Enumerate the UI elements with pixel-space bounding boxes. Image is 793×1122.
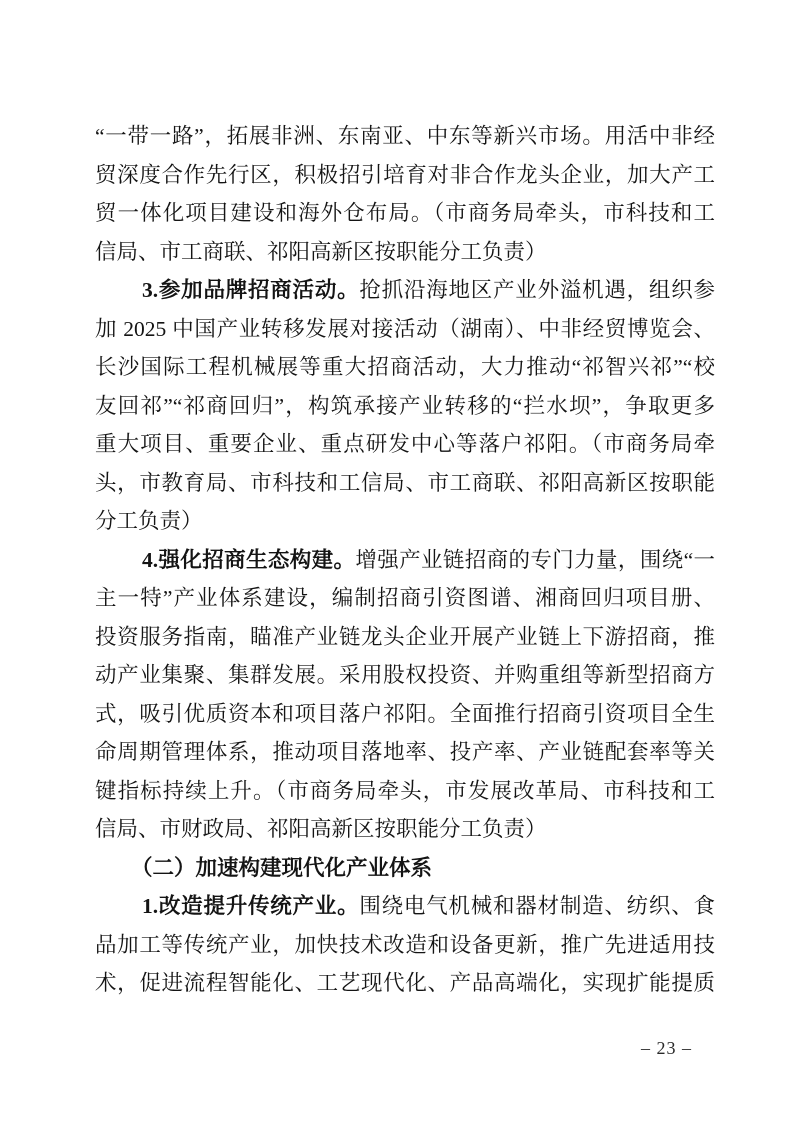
text-line [95, 502, 715, 541]
paragraph-text: 术，促进流程智能化、工艺现代化、产品高端化，实现扩能提质 [95, 971, 715, 995]
paragraph-text: 重大项目、重要企业、重点研发中心等落户祁阳。（市商务局牵 [95, 432, 715, 456]
paragraph-text: “一带一路”，拓展非洲、东南亚、中东等新兴市场。用活中非经 [95, 124, 715, 148]
text-line [95, 772, 715, 811]
paragraph-text: 贸一体化项目建设和海外仓布局。（市商务局牵头，市科技和工 [95, 201, 715, 225]
paragraph-text: 友回祁”“祁商回归”，构筑承接产业转移的“拦水坝”，争取更多 [95, 393, 715, 418]
text-line [95, 156, 715, 195]
paragraph-text: 式，吸引优质资本和项目落户祁阳。全面推行招商引资项目全生 [95, 701, 715, 726]
text-line [95, 926, 715, 965]
document-body [95, 117, 715, 1003]
paragraph-text: 抢抓沿海地区产业外溢机遇，组织参 [359, 278, 715, 302]
text-line [95, 310, 715, 349]
text-line [95, 810, 715, 849]
text-line [95, 464, 715, 503]
paragraph-text: 品加工等传统产业，加快技术改造和设备更新，推广先进适用技 [95, 932, 715, 957]
paragraph-text: 加 2025 中国产业转移发展对接活动（湖南）、中非经贸博览会、 [95, 316, 715, 341]
paragraph-text: 动产业集聚、集群发展。采用股权投资、并购重组等新型招商方 [95, 663, 715, 687]
paragraph-text: 主一特”产业体系建设，编制招商引资图谱、湘商回归项目册、 [95, 586, 715, 610]
text-line [95, 271, 715, 310]
text-line [95, 117, 715, 156]
text-line [95, 618, 715, 657]
text-line [95, 695, 715, 734]
paragraph-heading: 1.改造提升传统产业。 [142, 894, 360, 918]
text-line [95, 656, 715, 695]
text-line [95, 233, 715, 272]
section-heading [95, 849, 715, 888]
text-line [95, 425, 715, 464]
section-heading-text: （二）加速构建现代化产业体系 [131, 855, 433, 880]
paragraph-text: 头，市教育局、市科技和工信局、市工商联、祁阳高新区按职能 [95, 470, 715, 495]
text-line [95, 541, 715, 580]
paragraph-text: 分工负责） [95, 509, 203, 533]
paragraph-text: 贸深度合作先行区，积极招引培育对非合作龙头企业，加大产工 [95, 162, 715, 187]
text-line [95, 887, 715, 926]
paragraph-text: 命周期管理体系，推动项目落地率、投产率、产业链配套率等关 [95, 740, 715, 764]
text-line [95, 387, 715, 426]
paragraph-text: 信局、市工商联、祁阳高新区按职能分工负责） [95, 239, 547, 264]
paragraph-text: 信局、市财政局、祁阳高新区按职能分工负责） [95, 817, 547, 841]
paragraph-text: 键指标持续上升。（市商务局牵头，市发展改革局、市科技和工 [95, 778, 715, 803]
page-number: – 23 – [641, 1038, 692, 1058]
paragraph-heading: 3.参加品牌招商活动。 [142, 278, 360, 302]
text-line [95, 964, 715, 1003]
paragraph-text: 投资服务指南，瞄准产业链龙头企业开展产业链上下游招商，推 [95, 624, 715, 649]
text-line [95, 579, 715, 618]
text-line [95, 733, 715, 772]
paragraph-text: 长沙国际工程机械展等重大招商活动，大力推动“祁智兴祁”“校 [95, 355, 715, 379]
paragraph-text: 围绕电气机械和器材制造、纺织、食 [359, 894, 715, 918]
text-line [95, 348, 715, 387]
paragraph-text: 增强产业链招商的专门力量，围绕“一 [355, 547, 715, 572]
text-line [95, 194, 715, 233]
paragraph-heading: 4.强化招商生态构建。 [142, 547, 356, 572]
